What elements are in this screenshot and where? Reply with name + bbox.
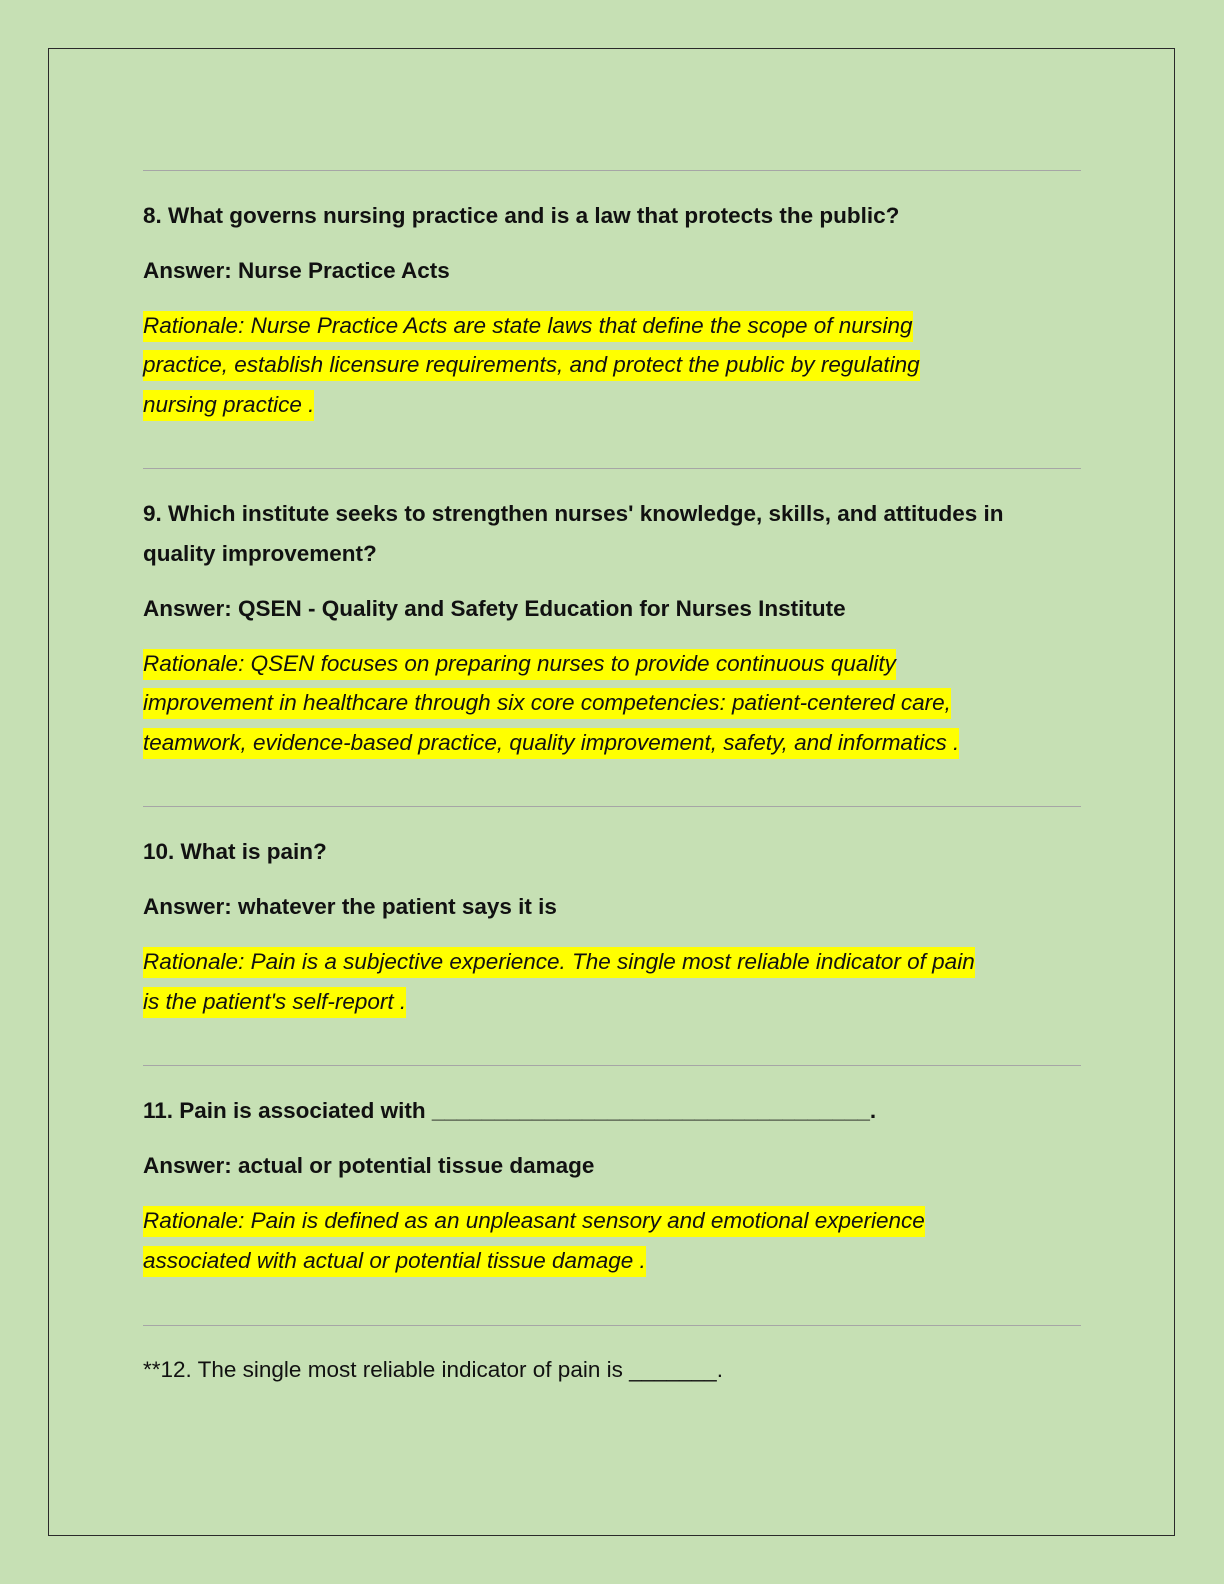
divider	[143, 806, 1081, 807]
question-9-line-2: quality improvement?	[143, 541, 377, 566]
rationale-9-line-1: Rationale: QSEN focuses on preparing nurses to provide continuous quality	[143, 644, 896, 684]
question-9-line-1: 9. Which institute seeks to strengthen nurses' knowledge, skills, and attitudes in	[143, 501, 1004, 526]
rationale-8-line-3: nursing practice .	[143, 385, 314, 425]
rationale-10-line-1: Rationale: Pain is a subjective experience. The single most reliable indicator of pain	[143, 942, 975, 982]
answer-11: Answer: actual or potential tissue damage	[143, 1153, 595, 1178]
rationale-9-line-3: teamwork, evidence-based practice, quality improvement, safety, and informatics .	[143, 723, 959, 763]
divider	[143, 1325, 1081, 1326]
divider	[143, 468, 1081, 469]
rationale-8-line-2: practice, establish licensure requirements, and protect the public by regulating	[143, 345, 920, 385]
divider	[143, 170, 1081, 171]
rationale-11-line-2: associated with actual or potential tissue damage .	[143, 1241, 646, 1281]
answer-9: Answer: QSEN - Quality and Safety Education for Nurses Institute	[143, 596, 846, 621]
question-10: 10. What is pain?	[143, 839, 327, 864]
question-12: **12. The single most reliable indicator of pain is _______.	[143, 1357, 723, 1382]
rationale-9-line-2: improvement in healthcare through six core competencies: patient-centered care,	[143, 683, 951, 723]
divider	[143, 1065, 1081, 1066]
rationale-8-line-1: Rationale: Nurse Practice Acts are state laws that define the scope of nursing	[143, 306, 913, 346]
question-8: 8. What governs nursing practice and is a law that protects the public?	[143, 203, 900, 228]
rationale-10-line-2: is the patient's self-report .	[143, 982, 406, 1022]
answer-10: Answer: whatever the patient says it is	[143, 894, 557, 919]
rationale-11-line-1: Rationale: Pain is defined as an unpleasant sensory and emotional experience	[143, 1201, 925, 1241]
question-11: 11. Pain is associated with ___________________________________.	[143, 1098, 877, 1123]
answer-8: Answer: Nurse Practice Acts	[143, 258, 450, 283]
